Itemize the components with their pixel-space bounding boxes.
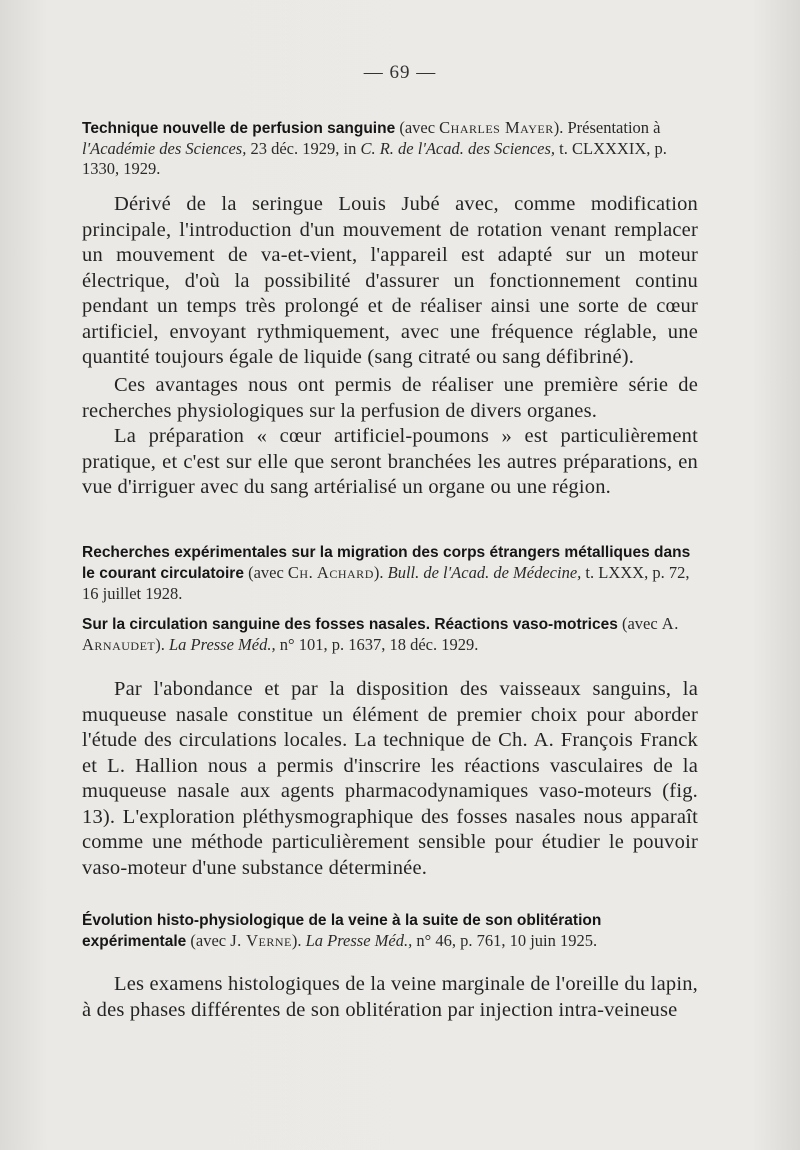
paragraph: Les examens histologiques de la veine marginale de l'oreille du lapin, à des phases différentes de son oblitération par injection intra-veineuse [82,973,698,1021]
entry-journal: La Presse Méd., [305,931,413,950]
entry-journal: La Presse Méd., [169,635,276,654]
entry-tail: n° 46, p. 761, 10 juin 1925. [412,931,598,950]
entry-pre: (avec [395,118,440,137]
entry-title: Recherches expérimentales sur la migration des corps étrangers métalliques dans le courant circulatoire [82,544,691,582]
entry-pre: (avec [617,614,662,633]
bibliography-entry [82,910,698,952]
page-number: — 69 — [363,62,437,83]
entry-journal: C. R. de l'Acad. des Sciences, [360,139,556,158]
entry-tail: t. CLXXXIX, p. 1330, 1929. [82,139,667,178]
bibliography-entry [82,614,698,655]
entry-post: ). [291,931,306,950]
entry-title: Technique nouvelle de perfusion sanguine [82,120,396,137]
paragraph: Dérivé de la seringue Louis Jubé avec, comme modification principale, l'introduction d'un mouvement de rotation venant remplacer un mouvement de va-et-vient, l'appareil est adapté sur un moteur électrique, d'où la possibilité d'assurer un fonctionnement continu pendant un temps très prolongé et de réaliser ainsi une sorte de cœur artificiel, envoyant rythmiquement, avec une fréquence réglable, une quantité toujours égale de liquide (sang citraté ou sang défibriné). [82,193,698,368]
entry-tail: n° 101, p. 1637, 18 déc. 1929. [275,635,479,654]
entry-coauthor: Ch. Achard [287,563,374,582]
entry-post: ). [373,563,388,582]
entry-coauthor: A. Arnaudet [82,614,679,654]
entry-post: ). [155,635,169,654]
paragraph: Par l'abondance et par la disposition des vaisseaux sanguins, la muqueuse nasale constitue un élément de premier choix pour aborder l'étude des circulations locales. La technique de Ch. A. François Franck et L. Hallion nous a permis d'inscrire les réactions vasculaires de la muqueuse nasale aux agents pharmacodynamiques vaso-moteurs (fig. 13). L'exploration pléthysmographique des fosses nasales nous apparaît comme une méthode particulièrement sensible pour étudier le pouvoir vaso-moteur d'une substance déterminée. [82,678,698,879]
entry-journal: Bull. de l'Acad. de Médecine, [387,563,582,582]
entry-title: Sur la circulation sanguine des fosses nasales. Réactions vaso-motrices [82,616,618,633]
bibliography-entry [82,542,698,604]
entry-venue: l'Académie des Sciences, [82,139,247,158]
bibliography-entry [82,118,698,179]
entry-details: 23 déc. 1929, in [246,139,361,158]
entry-title: Évolution histo-physiologique de la veine à la suite de son oblitération expérimentale [82,912,602,950]
paragraph: La préparation « cœur artificiel-poumons » est particulièrement pratique, et c'est sur elle que seront branchées les autres préparations, en vue d'irriguer avec du sang artérialisé un organe ou une région. [82,425,698,498]
entry-coauthor: J. Verne [230,931,292,950]
entry-coauthor: Charles Mayer [439,118,554,137]
entry-tail: t. LXXX, p. 72, 16 juillet 1928. [82,563,690,603]
entry-pre: (avec [243,563,288,582]
entry-pre: (avec [186,931,231,950]
paragraph: Ces avantages nous ont permis de réaliser une première série de recherches physiologiques sur la perfusion de divers organes. [82,374,698,422]
entry-post: ). Présentation à [553,118,661,137]
